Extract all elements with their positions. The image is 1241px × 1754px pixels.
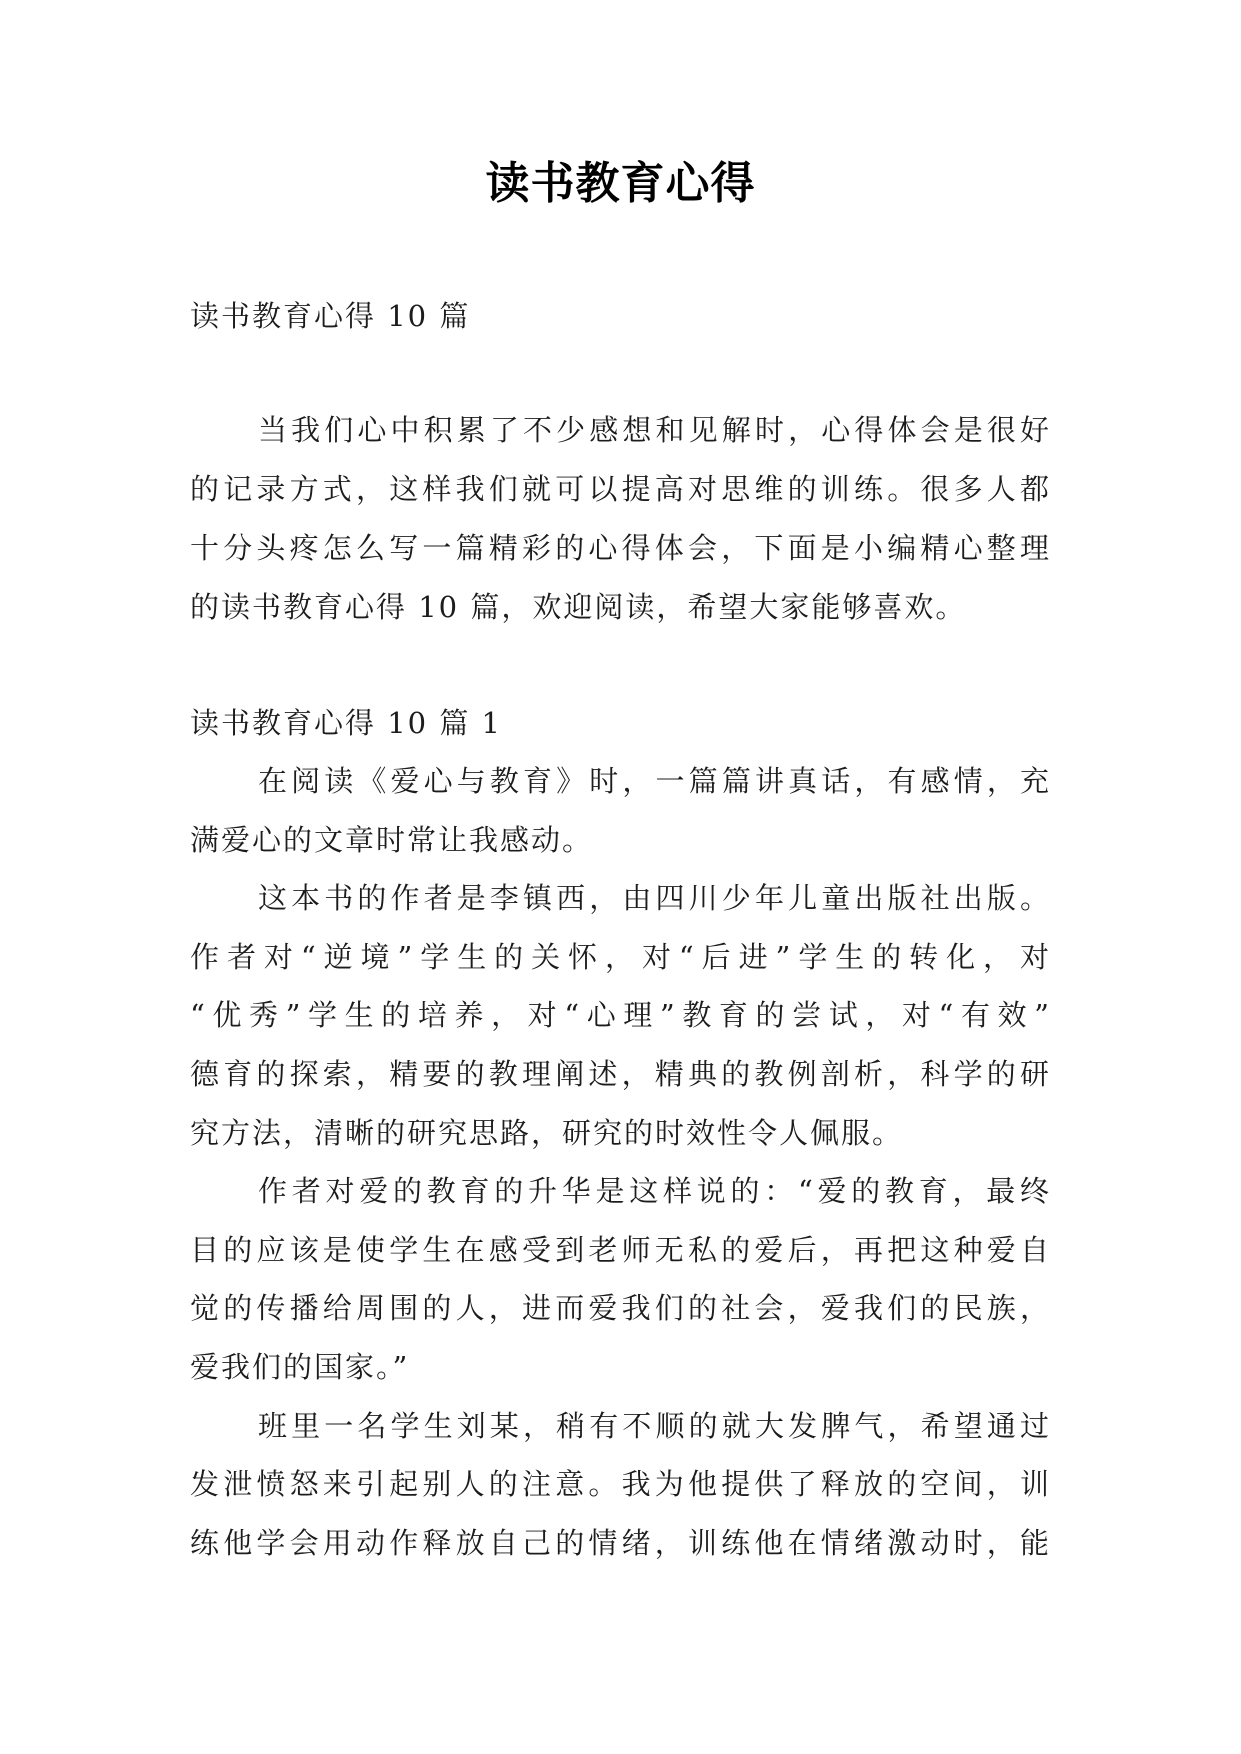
intro-paragraph: [190, 401, 1051, 637]
paragraph-line: “优秀”学生的培养，对“心理”教育的尝试，对“有效”: [190, 998, 1051, 1033]
body-paragraph: [190, 752, 1051, 869]
paragraph-line: 练他学会用动作释放自己的情绪，训练他在情绪激动时，能: [190, 1525, 1051, 1560]
paragraph-line: 觉的传播给周围的人，进而爱我们的社会，爱我们的民族，: [190, 1291, 1051, 1326]
section-body: [190, 752, 1051, 1572]
paragraph-line: 在阅读《爱心与教育》时，一篇篇讲真话，有感情，充: [258, 764, 1051, 798]
document-subtitle: 读书教育心得 10 篇: [190, 299, 471, 333]
paragraph-line: 的读书教育心得 10 篇，欢迎阅读，希望大家能够喜欢。: [190, 590, 967, 624]
paragraph-line: 作者对“逆境”学生的关怀，对“后进”学生的转化，对: [190, 939, 1051, 974]
paragraph-line: 德育的探索，精要的教理阐述，精典的教例剖析，科学的研: [190, 1056, 1051, 1091]
body-paragraph: [190, 1162, 1051, 1396]
paragraph-line: 这本书的作者是李镇西，由四川少年儿童出版社出版。: [258, 881, 1051, 916]
paragraph-line: 发泄愤怒来引起别人的注意。我为他提供了释放的空间，训: [190, 1467, 1051, 1502]
paragraph-line: 当我们心中积累了不少感想和见解时，心得体会是很好: [258, 413, 1051, 447]
paragraph-line: 班里一名学生刘某，稍有不顺的就大发脾气，希望通过: [258, 1408, 1051, 1443]
paragraph-line: 爱我们的国家。”: [190, 1349, 410, 1384]
paragraph-line: 十分头疼怎么写一篇精彩的心得体会，下面是小编精心整理: [190, 531, 1051, 565]
paragraph-line: 目的应该是使学生在感受到老师无私的爱后，再把这种爱自: [190, 1232, 1051, 1267]
paragraph-line: 满爱心的文章时常让我感动。: [190, 822, 594, 857]
body-paragraph: [190, 1397, 1051, 1573]
body-paragraph: [190, 869, 1051, 1162]
section-heading: 读书教育心得 10 篇 1: [190, 706, 503, 740]
paragraph-line: 的记录方式，这样我们就可以提高对思维的训练。很多人都: [190, 472, 1051, 506]
paragraph-line: 究方法，清晰的研究思路，研究的时效性令人佩服。: [190, 1115, 904, 1150]
paragraph-line: 作者对爱的教育的升华是这样说的：“爱的教育，最终: [258, 1174, 1051, 1209]
page-title: 读书教育心得: [485, 158, 756, 209]
